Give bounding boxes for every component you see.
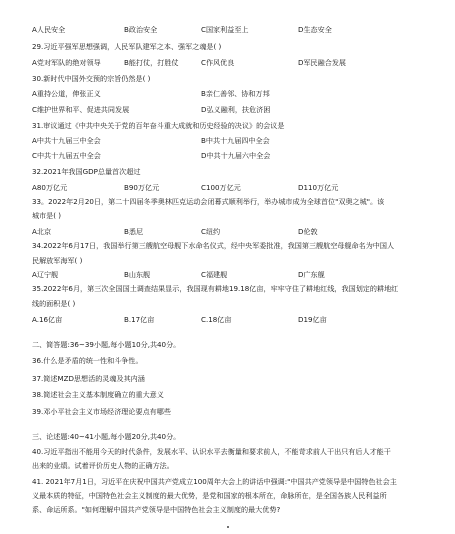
q30-option-a[interactable]: A重持公道，伸张正义 (32, 89, 101, 98)
q30-option-b[interactable]: B亲仁善邻、协和万邦 (201, 89, 270, 98)
q29-option-b[interactable]: B能打仗，打胜仗 (124, 58, 179, 67)
q30-option-d[interactable]: D弘义融利，扶危济困 (201, 105, 271, 114)
q33-stem-line2: 城市是( ) (32, 211, 62, 220)
q33-option-a[interactable]: A北京 (32, 227, 52, 236)
q33-stem-line1: 33。2022年2月20日，第二十四届冬季奥林匹克运动会闭幕式顺利举行，举办城市成为全球首位"双奥之城"。该 (32, 197, 385, 206)
q31-option-a[interactable]: A中共十九届三中全会 (32, 136, 101, 145)
q35-option-d[interactable]: D19亿亩 (298, 315, 327, 324)
q41-line1: 41. 2021年7月1日，习近平在庆祝中国共产党成立100周年大会上的讲话中强调:"中国共产党领导是中国特色社会主 (32, 477, 397, 486)
q32-option-a[interactable]: A80万亿元 (32, 183, 68, 192)
q29-option-d[interactable]: D军民融合发展 (298, 58, 347, 67)
q35-option-b[interactable]: B.17亿亩 (124, 315, 155, 324)
q37-question: 37.简述MZD思想活的灵魂及其内涵 (32, 374, 145, 383)
q32-option-c[interactable]: C100万亿元 (201, 183, 241, 192)
q41-line2: 义最本质的特征，中国特色社会主义制度的最大优势，是党和国家的根本所在，命脉所在，是全国各族人民利益所 (32, 491, 387, 500)
q35-stem-line2: 线的面积是( ) (32, 299, 76, 308)
q34-option-b[interactable]: B山东舰 (124, 270, 151, 279)
q33-option-d[interactable]: D伦敦 (298, 227, 318, 236)
q28-option-c[interactable]: C国家利益至上 (201, 25, 249, 34)
q28-option-a[interactable]: A人民安全 (32, 25, 66, 34)
q35-stem-line1: 35.2022年6月，第三次全国国土调查结果显示，我国现有耕地19.18亿亩，牢牢守住了耕地红线，我国划定的耕地红 (32, 284, 399, 293)
q33-option-b[interactable]: B悉尼 (124, 227, 144, 236)
q29-option-c[interactable]: C作风优良 (201, 58, 235, 67)
q30-option-c[interactable]: C维护世界和平、促进共同发展 (32, 105, 130, 114)
q29-stem: 29.习近平强军思想强调，人民军队建军之本、强军之魂是( ) (32, 42, 222, 51)
q30-stem: 30.新时代中国外交预的宗旨仍然是( ) (32, 74, 151, 83)
q31-option-c[interactable]: C中共十九届五中全会 (32, 151, 101, 160)
q31-option-b[interactable]: B中共十九届四中全会 (201, 136, 270, 145)
q31-stem: 31.审议通过《中共中央关于党的百年奋斗重大成就和历史经验的决议》的会议是 (32, 121, 285, 130)
q40-line1: 40.习近平指出不能用今天的时代条件，发展水平、认识水平去衡量和要求前人，不能苛求前人干出只有后人才能干 (32, 447, 391, 456)
q32-stem: 32.2021年我国GDP总量首次超过 (32, 167, 141, 176)
q36-question: 36.什么是矛盾的统一性和斗争性。 (32, 356, 143, 365)
q32-option-b[interactable]: B90万亿元 (124, 183, 160, 192)
q40-line2: 出来的业绩。试着评价历史人物的正确方法。 (32, 461, 174, 470)
q28-option-b[interactable]: B政治安全 (124, 25, 158, 34)
q35-option-a[interactable]: A.16亿亩 (32, 315, 63, 324)
q29-option-a[interactable]: A党对军队的绝对领导 (32, 58, 101, 67)
q38-question: 38.简述社会主义基本制度确立的重大意义 (32, 390, 164, 399)
q34-stem-line2: 民解放军海军( ) (32, 256, 83, 265)
q34-option-c[interactable]: C福建舰 (201, 270, 228, 279)
q33-option-c[interactable]: C纽约 (201, 227, 221, 236)
page-marker-dot (227, 526, 229, 528)
q34-option-d[interactable]: D广东舰 (298, 270, 325, 279)
q34-stem-line1: 34.2022年6月17日，我国举行第三艘航空母舰下水命名仪式，经中央军委批准，我国第三艘航空母舰命名为中国人 (32, 241, 395, 250)
q35-option-c[interactable]: C.18亿亩 (201, 315, 232, 324)
section3-heading: 三、论述题:40~41小题,每小题20分,共40分。 (32, 432, 181, 441)
section2-heading: 二、简答题:36~39小题,每小题10分,共40分。 (32, 340, 181, 349)
q39-question: 39.邓小平社会主义市场经济理论要点有哪些 (32, 407, 171, 416)
q34-option-a[interactable]: A辽宁舰 (32, 270, 59, 279)
q32-option-d[interactable]: D110万亿元 (298, 183, 339, 192)
q28-option-d[interactable]: D生态安全 (298, 25, 332, 34)
q41-line3: 系、命运所系。"如何理解中国共产党领导是中国特色社会主义制度的最大优势? (32, 505, 281, 514)
q31-option-d[interactable]: D中共十九届六中全会 (201, 151, 271, 160)
